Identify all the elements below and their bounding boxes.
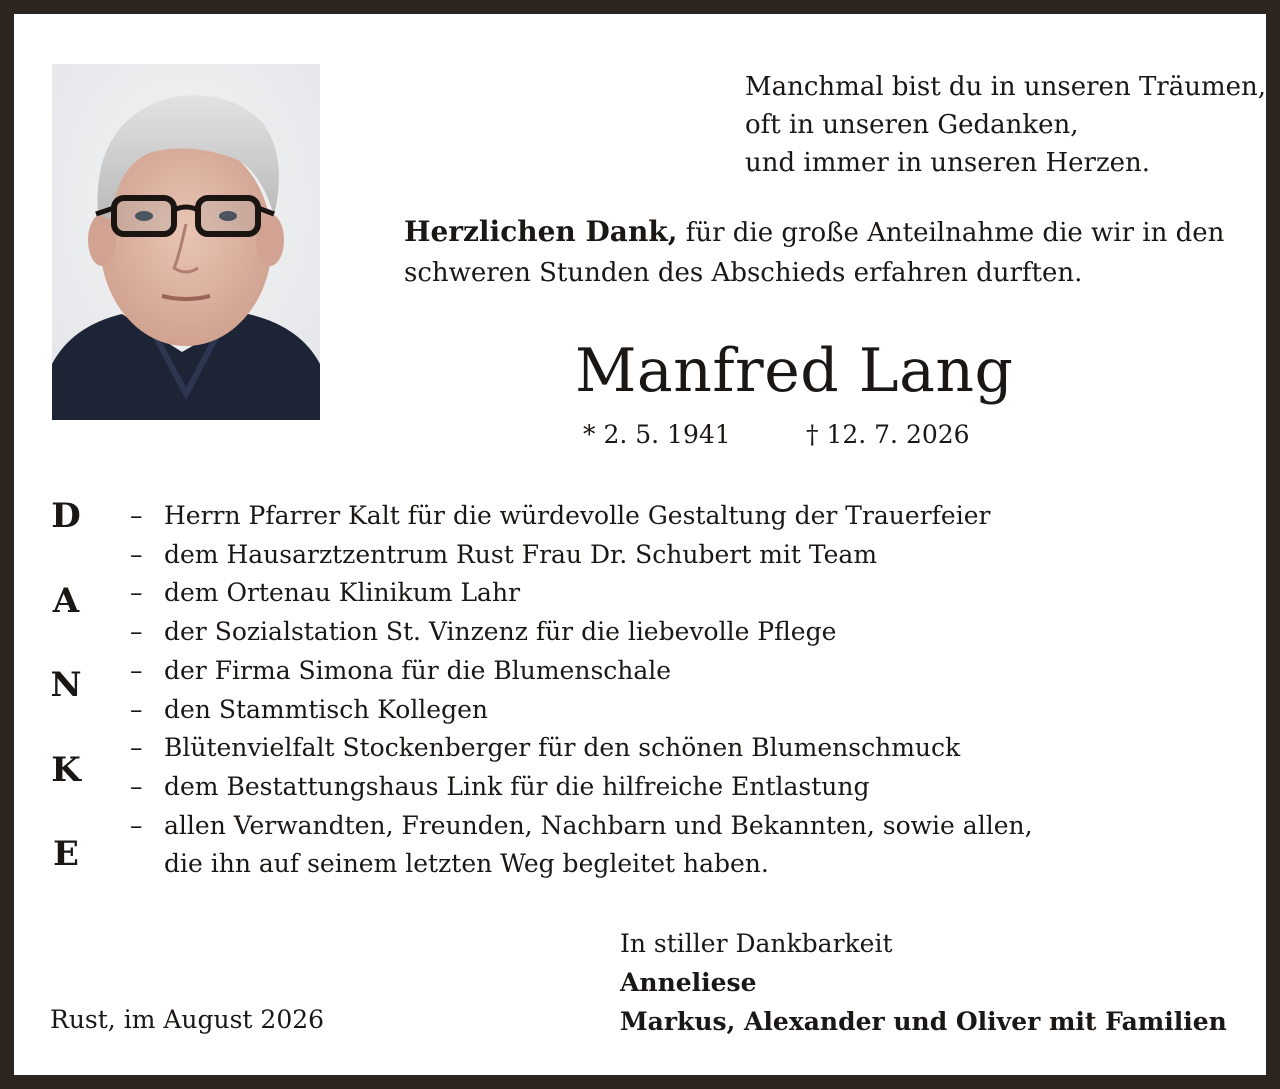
list-item bbox=[130, 613, 1033, 652]
list-item bbox=[130, 691, 1033, 730]
list-item bbox=[130, 574, 1033, 613]
dash: – bbox=[130, 771, 143, 801]
danke-letter: A bbox=[52, 580, 80, 621]
thanks-line-2: schweren Stunden des Abschieds erfahren durften. bbox=[404, 258, 1083, 288]
poem-line: und immer in unseren Herzen. bbox=[745, 148, 1151, 178]
death-date: † 12. 7. 2026 bbox=[806, 420, 970, 449]
thanks-line-1 bbox=[404, 212, 1244, 253]
dash: – bbox=[130, 578, 143, 608]
list-item-text: der Firma Simona für die Blumenschale bbox=[164, 655, 672, 685]
list-item-text: der Sozialstation St. Vinzenz für die liebevolle Pflege bbox=[164, 617, 837, 647]
list-item-text: dem Bestattungshaus Link für die hilfreiche Entlastung bbox=[164, 771, 870, 801]
thanks-lead: Herzlichen Dank, bbox=[404, 215, 678, 248]
place-date: Rust, im August 2026 bbox=[50, 1005, 325, 1034]
list-item-text: dem Ortenau Klinikum Lahr bbox=[164, 578, 521, 608]
danke-letter: D bbox=[51, 496, 81, 536]
signature-name-2: Markus, Alexander und Oliver mit Familien bbox=[620, 1007, 1227, 1036]
list-item-text: dem Hausarztzentrum Rust Frau Dr. Schubert mit Team bbox=[164, 539, 878, 569]
portrait-photo bbox=[52, 64, 320, 420]
list-item bbox=[130, 497, 1033, 536]
dash: – bbox=[130, 733, 143, 763]
danke-letter: N bbox=[50, 665, 82, 705]
danke-vertical bbox=[44, 496, 88, 919]
list-item-continuation: die ihn auf seinem letzten Weg begleitet haben. bbox=[164, 849, 769, 879]
thanks-line-1-rest: für die große Anteilnahme die wir in den bbox=[685, 218, 1225, 248]
signature bbox=[620, 924, 1227, 1041]
dash: – bbox=[130, 539, 143, 569]
dash: – bbox=[130, 810, 143, 840]
danke-letter: E bbox=[53, 834, 79, 874]
portrait-icon bbox=[52, 64, 320, 420]
poem-line: oft in unseren Gedanken, bbox=[745, 110, 1079, 140]
list-item bbox=[130, 729, 1033, 768]
poem-line: Manchmal bist du in unseren Träumen, bbox=[745, 72, 1267, 102]
dash: – bbox=[130, 694, 143, 724]
signature-intro: In stiller Dankbarkeit bbox=[620, 929, 893, 958]
list-item bbox=[130, 807, 1033, 846]
birth-date: * 2. 5. 1941 bbox=[583, 420, 731, 449]
list-item-text: den Stammtisch Kollegen bbox=[164, 694, 488, 724]
poem bbox=[745, 68, 1266, 182]
dash: – bbox=[130, 501, 143, 530]
thanks-text bbox=[404, 212, 1244, 293]
signature-name-1: Anneliese bbox=[620, 968, 757, 997]
list-item-text: allen Verwandten, Freunden, Nachbarn und Bekannten, sowie allen, bbox=[164, 810, 1033, 840]
list-item bbox=[130, 652, 1033, 691]
list-item-text: Blütenvielfalt Stockenberger für den schönen Blumenschmuck bbox=[164, 733, 961, 763]
dash: – bbox=[130, 617, 143, 647]
dash: – bbox=[130, 655, 143, 685]
danke-letter: K bbox=[51, 749, 81, 790]
list-item bbox=[130, 768, 1033, 807]
list-item-text: Herrn Pfarrer Kalt für die würdevolle Gestaltung der Trauerfeier bbox=[164, 501, 991, 530]
thanks-list bbox=[130, 497, 1033, 884]
deceased-name: Manfred Lang bbox=[575, 336, 1014, 406]
list-item bbox=[130, 536, 1033, 575]
